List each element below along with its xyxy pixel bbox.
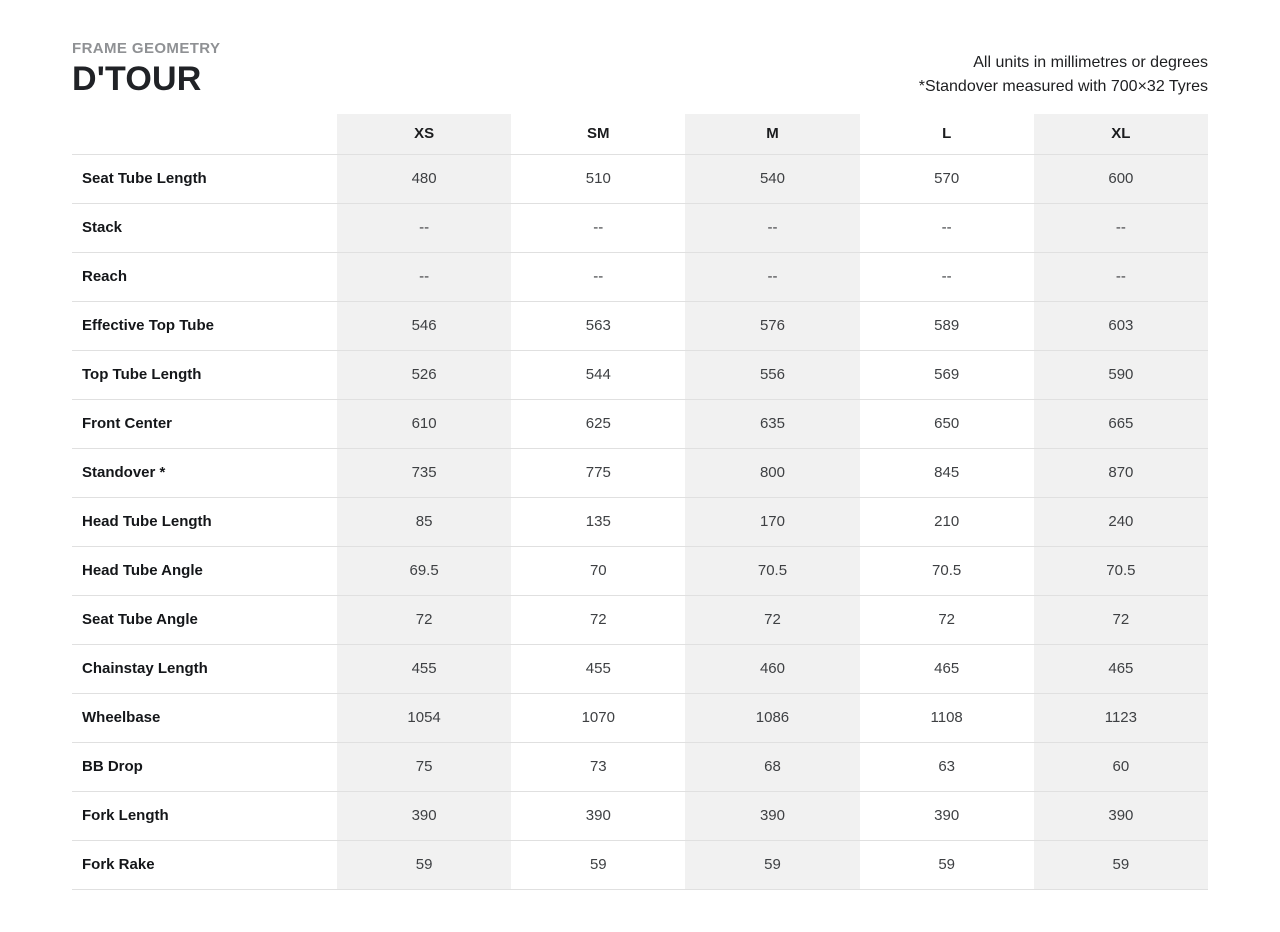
geometry-value-cell: 60 bbox=[1034, 742, 1208, 791]
row-label: Front Center bbox=[72, 399, 337, 448]
geometry-value-cell: 73 bbox=[511, 742, 685, 791]
row-label: Top Tube Length bbox=[72, 350, 337, 399]
geometry-value-cell: -- bbox=[1034, 252, 1208, 301]
geometry-value-cell: 576 bbox=[685, 301, 859, 350]
table-row bbox=[72, 840, 1208, 889]
row-label: BB Drop bbox=[72, 742, 337, 791]
row-label: Fork Rake bbox=[72, 840, 337, 889]
geometry-value-cell: 665 bbox=[1034, 399, 1208, 448]
geometry-value-cell: 870 bbox=[1034, 448, 1208, 497]
size-column-header-m: M bbox=[685, 114, 859, 154]
geometry-value-cell: 465 bbox=[1034, 644, 1208, 693]
geometry-value-cell: -- bbox=[860, 203, 1034, 252]
geometry-value-cell: 59 bbox=[337, 840, 511, 889]
geometry-value-cell: 390 bbox=[1034, 791, 1208, 840]
geometry-value-cell: 70.5 bbox=[685, 546, 859, 595]
geometry-value-cell: 526 bbox=[337, 350, 511, 399]
geometry-value-cell: 556 bbox=[685, 350, 859, 399]
geometry-value-cell: 1054 bbox=[337, 693, 511, 742]
table-row bbox=[72, 301, 1208, 350]
section-eyebrow: FRAME GEOMETRY bbox=[72, 40, 221, 57]
size-column-header-sm: SM bbox=[511, 114, 685, 154]
geometry-value-cell: 1108 bbox=[860, 693, 1034, 742]
geometry-value-cell: 390 bbox=[685, 791, 859, 840]
geometry-value-cell: 72 bbox=[511, 595, 685, 644]
table-row bbox=[72, 203, 1208, 252]
table-row bbox=[72, 644, 1208, 693]
geometry-value-cell: 650 bbox=[860, 399, 1034, 448]
geometry-value-cell: 625 bbox=[511, 399, 685, 448]
table-header-row bbox=[72, 114, 1208, 154]
geometry-value-cell: 240 bbox=[1034, 497, 1208, 546]
geometry-value-cell: 590 bbox=[1034, 350, 1208, 399]
row-label: Head Tube Length bbox=[72, 497, 337, 546]
geometry-value-cell: 603 bbox=[1034, 301, 1208, 350]
table-row bbox=[72, 546, 1208, 595]
page-title: D'TOUR bbox=[72, 60, 202, 98]
geometry-value-cell: 59 bbox=[1034, 840, 1208, 889]
row-label: Standover * bbox=[72, 448, 337, 497]
size-column-header-l: L bbox=[860, 114, 1034, 154]
geometry-value-cell: 800 bbox=[685, 448, 859, 497]
table-row bbox=[72, 448, 1208, 497]
geometry-value-cell: 546 bbox=[337, 301, 511, 350]
row-label: Seat Tube Length bbox=[72, 154, 337, 203]
geometry-value-cell: 69.5 bbox=[337, 546, 511, 595]
geometry-value-cell: 735 bbox=[337, 448, 511, 497]
geometry-value-cell: 563 bbox=[511, 301, 685, 350]
row-label: Head Tube Angle bbox=[72, 546, 337, 595]
geometry-value-cell: -- bbox=[337, 252, 511, 301]
geometry-value-cell: 455 bbox=[511, 644, 685, 693]
geometry-value-cell: 569 bbox=[860, 350, 1034, 399]
row-label: Effective Top Tube bbox=[72, 301, 337, 350]
geometry-value-cell: -- bbox=[1034, 203, 1208, 252]
geometry-value-cell: 1070 bbox=[511, 693, 685, 742]
geometry-value-cell: 390 bbox=[511, 791, 685, 840]
table-row bbox=[72, 154, 1208, 203]
geometry-value-cell: -- bbox=[685, 203, 859, 252]
geometry-value-cell: 390 bbox=[337, 791, 511, 840]
geometry-value-cell: 72 bbox=[337, 595, 511, 644]
geometry-value-cell: 1123 bbox=[1034, 693, 1208, 742]
geometry-value-cell: 1086 bbox=[685, 693, 859, 742]
geometry-value-cell: 480 bbox=[337, 154, 511, 203]
geometry-value-cell: 600 bbox=[1034, 154, 1208, 203]
units-note: All units in millimetres or degrees bbox=[973, 54, 1208, 71]
geometry-value-cell: -- bbox=[685, 252, 859, 301]
geometry-value-cell: 510 bbox=[511, 154, 685, 203]
geometry-value-cell: 589 bbox=[860, 301, 1034, 350]
geometry-value-cell: 72 bbox=[1034, 595, 1208, 644]
geometry-value-cell: 845 bbox=[860, 448, 1034, 497]
table-row bbox=[72, 399, 1208, 448]
table-row bbox=[72, 693, 1208, 742]
geometry-value-cell: 59 bbox=[860, 840, 1034, 889]
table-row bbox=[72, 497, 1208, 546]
table-row bbox=[72, 791, 1208, 840]
geometry-value-cell: 75 bbox=[337, 742, 511, 791]
geometry-value-cell: 210 bbox=[860, 497, 1034, 546]
header-notes bbox=[919, 40, 1208, 99]
row-label: Seat Tube Angle bbox=[72, 595, 337, 644]
geometry-value-cell: 775 bbox=[511, 448, 685, 497]
geometry-value-cell: 59 bbox=[685, 840, 859, 889]
geometry-value-cell: -- bbox=[511, 252, 685, 301]
geometry-value-cell: -- bbox=[337, 203, 511, 252]
geometry-value-cell: 570 bbox=[860, 154, 1034, 203]
geometry-value-cell: 390 bbox=[860, 791, 1034, 840]
size-column-header-xl: XL bbox=[1034, 114, 1208, 154]
geometry-value-cell: 63 bbox=[860, 742, 1034, 791]
geometry-table bbox=[72, 114, 1208, 890]
geometry-value-cell: 70.5 bbox=[860, 546, 1034, 595]
table-head bbox=[72, 114, 1208, 154]
geometry-value-cell: 135 bbox=[511, 497, 685, 546]
geometry-value-cell: 59 bbox=[511, 840, 685, 889]
table-row bbox=[72, 595, 1208, 644]
row-label: Stack bbox=[72, 203, 337, 252]
geometry-value-cell: 70.5 bbox=[1034, 546, 1208, 595]
geometry-value-cell: 85 bbox=[337, 497, 511, 546]
row-label: Wheelbase bbox=[72, 693, 337, 742]
corner-cell bbox=[72, 114, 337, 154]
standover-note: *Standover measured with 700×32 Tyres bbox=[918, 78, 1208, 95]
geometry-value-cell: 72 bbox=[860, 595, 1034, 644]
geometry-value-cell: 540 bbox=[685, 154, 859, 203]
page-header bbox=[72, 40, 1208, 99]
geometry-value-cell: 610 bbox=[337, 399, 511, 448]
geometry-value-cell: -- bbox=[511, 203, 685, 252]
geometry-value-cell: 635 bbox=[685, 399, 859, 448]
header-left bbox=[72, 40, 220, 99]
size-column-header-xs: XS bbox=[337, 114, 511, 154]
geometry-value-cell: -- bbox=[860, 252, 1034, 301]
row-label: Reach bbox=[72, 252, 337, 301]
geometry-value-cell: 465 bbox=[860, 644, 1034, 693]
table-body bbox=[72, 154, 1208, 889]
table-row bbox=[72, 742, 1208, 791]
geometry-value-cell: 460 bbox=[685, 644, 859, 693]
row-label: Fork Length bbox=[72, 791, 337, 840]
table-row bbox=[72, 252, 1208, 301]
row-label: Chainstay Length bbox=[72, 644, 337, 693]
geometry-value-cell: 170 bbox=[685, 497, 859, 546]
geometry-value-cell: 455 bbox=[337, 644, 511, 693]
geometry-value-cell: 544 bbox=[511, 350, 685, 399]
geometry-value-cell: 70 bbox=[511, 546, 685, 595]
geometry-value-cell: 68 bbox=[685, 742, 859, 791]
table-row bbox=[72, 350, 1208, 399]
geometry-value-cell: 72 bbox=[685, 595, 859, 644]
